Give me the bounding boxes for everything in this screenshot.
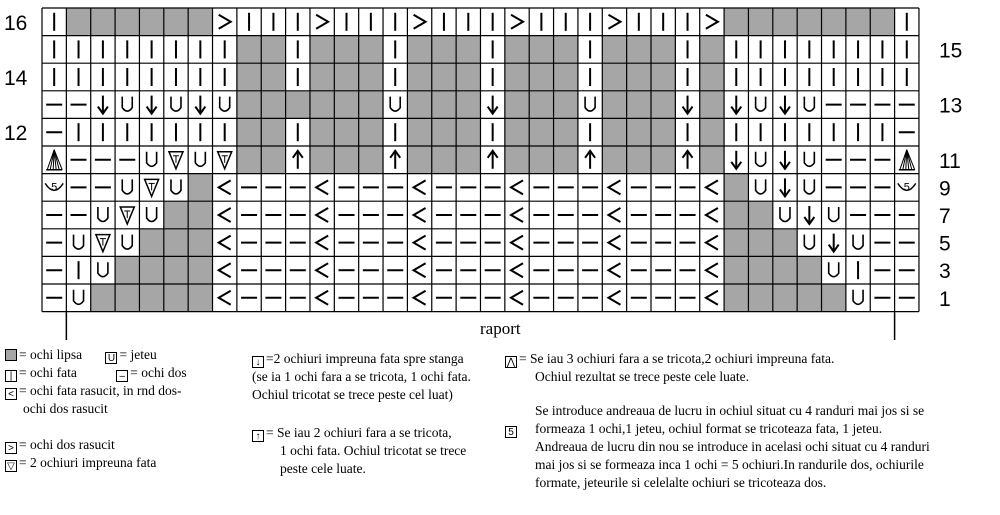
chart-cell — [505, 146, 529, 174]
chart-cell — [797, 8, 821, 36]
legend-stanga-2: (se ia 1 ochi fara a se tricota, 1 ochi fata. — [252, 369, 471, 384]
chart-cell — [724, 174, 748, 202]
legend-col-3 — [505, 350, 995, 492]
chart-cell — [780, 178, 790, 196]
chart-cell — [797, 284, 821, 312]
chart-cell — [724, 256, 748, 284]
row-label-right: 3 — [938, 260, 951, 284]
chart-cell — [334, 36, 358, 64]
chart-cell — [700, 91, 724, 119]
chart-cell — [700, 118, 724, 146]
chart-cell — [602, 36, 626, 64]
row-label-right: 1 — [938, 287, 951, 311]
chart-cell — [407, 146, 431, 174]
chart-cell — [115, 284, 139, 312]
legend-cinci-1: Se introduce andreaua de lucru in ochiul situat cu 4 randuri mai jos si se — [535, 403, 925, 418]
row-label-right: 13 — [938, 94, 963, 118]
legend-trei-1: = Se iau 3 ochiuri fara a se tricota,2 ochiuri impreuna fata. — [519, 351, 835, 366]
chart-cell — [219, 291, 231, 305]
chart-cell — [608, 291, 620, 305]
legend-stanga-1: =2 ochiuri impreuna fata spre stanga — [266, 351, 464, 366]
chart-cell — [219, 15, 231, 29]
chart-cell — [334, 146, 358, 174]
chart-cell — [627, 91, 651, 119]
chart-cell — [456, 63, 480, 91]
chart-cell — [261, 91, 285, 119]
chart-cell — [45, 181, 63, 193]
chart-cell — [511, 208, 523, 222]
chart-cell — [554, 146, 578, 174]
chart-cell — [529, 146, 553, 174]
chart-cell — [414, 208, 426, 222]
chart-cell — [608, 236, 620, 250]
sk2p-icon: ↑ — [252, 430, 264, 442]
chart-cell — [359, 146, 383, 174]
chart-cell — [96, 235, 110, 252]
chart-cell — [261, 146, 285, 174]
chart-cell — [359, 91, 383, 119]
chart-cell — [316, 236, 328, 250]
chart-cell — [731, 96, 741, 114]
chart-cell — [414, 180, 426, 194]
chart-cell — [390, 151, 400, 169]
chart-cell — [456, 118, 480, 146]
chart-cell — [602, 63, 626, 91]
chart-cell — [188, 256, 212, 284]
chart-cell — [432, 118, 456, 146]
chart-cell — [554, 91, 578, 119]
chart-cell — [748, 284, 772, 312]
chart-cell — [359, 36, 383, 64]
chart-cell — [219, 208, 231, 222]
chart-cell — [731, 151, 741, 169]
legend-fata: = ochi fata — [19, 365, 77, 380]
chart-cell — [505, 63, 529, 91]
chart-cell — [602, 118, 626, 146]
chart-cell — [188, 201, 212, 229]
chart-cell — [724, 229, 748, 257]
chart-cell — [627, 63, 651, 91]
row-label-right: 9 — [938, 177, 951, 201]
five-from-one-icon: 5 — [505, 426, 517, 438]
chart-cell — [122, 235, 132, 250]
chart-cell — [627, 146, 651, 174]
chart-cell — [432, 36, 456, 64]
legend-lipsa: = ochi lipsa — [19, 347, 83, 362]
legend-col-1 — [5, 346, 245, 472]
chart-cell — [608, 180, 620, 194]
double-decrease-icon: ⋀ — [506, 357, 516, 368]
chart-cell — [46, 150, 62, 170]
chart-cell — [829, 262, 839, 277]
chart-cell — [98, 262, 108, 277]
chart-cell — [414, 291, 426, 305]
chart-cell — [554, 63, 578, 91]
chart-cell — [310, 91, 334, 119]
chart-cell — [316, 180, 328, 194]
chart-cell — [414, 15, 426, 29]
chart-cell — [829, 207, 839, 222]
chart-cell — [74, 235, 84, 250]
chart-cell — [432, 146, 456, 174]
chart-cell — [627, 36, 651, 64]
chart-cell — [171, 179, 181, 194]
chart-cell — [822, 8, 846, 36]
chart-cell — [66, 8, 90, 36]
chart-cell — [898, 181, 916, 193]
row-label-right: 7 — [938, 205, 951, 228]
chart-cell — [724, 284, 748, 312]
chart-cell — [91, 8, 115, 36]
chart-cell — [407, 118, 431, 146]
chart-cell — [139, 284, 163, 312]
chart-cell — [780, 207, 790, 222]
chart-cell — [164, 229, 188, 257]
chart-cell — [237, 36, 261, 64]
row-label-left: 14 — [4, 67, 28, 90]
chart-cell — [188, 284, 212, 312]
chart-cell — [316, 208, 328, 222]
chart-cell — [651, 146, 675, 174]
chart-cell — [706, 180, 718, 194]
row-label-right: 5 — [938, 232, 951, 256]
chart-cell — [706, 263, 718, 277]
chart-cell — [529, 118, 553, 146]
chart-cell — [188, 229, 212, 257]
row-label-left: 12 — [4, 122, 28, 146]
chart-cell — [651, 118, 675, 146]
legend-cinci-5: formate, jeteurile si celelalte ochiuri se tricoteaza dos. — [535, 475, 827, 490]
legend-sus-1: = Se iau 2 ochiuri fara a se tricota, — [266, 425, 452, 440]
knit-stitch-icon: | — [5, 370, 17, 382]
chart-cell — [407, 91, 431, 119]
chart-cell — [608, 208, 620, 222]
legend-trei-2: Ochiul rezultat se trece peste cele luate. — [535, 369, 750, 384]
chart-cell — [773, 256, 797, 284]
chart-cell — [122, 179, 132, 194]
legend-sus-3: peste cele luate. — [280, 461, 366, 476]
chart-cell — [804, 152, 814, 167]
chart-cell — [390, 97, 400, 112]
chart-cell — [700, 63, 724, 91]
chart-cell — [359, 63, 383, 91]
chart-cell — [456, 91, 480, 119]
chart-cell — [147, 207, 157, 222]
legend-fata-rasucit-2: ochi dos rasucit — [23, 401, 108, 416]
chart-cell — [261, 118, 285, 146]
chart-cell — [456, 146, 480, 174]
legend-dos-rasucit: = ochi dos rasucit — [19, 437, 115, 452]
chart-cell — [706, 291, 718, 305]
chart-cell — [511, 291, 523, 305]
chart-cell — [822, 284, 846, 312]
chart-cell — [98, 96, 108, 114]
row-label-left: 16 — [4, 11, 28, 35]
chart-cell — [219, 236, 231, 250]
chart-cell — [139, 229, 163, 257]
chart-cell — [169, 152, 183, 169]
chart-cell — [286, 91, 310, 119]
chart-cell — [488, 96, 498, 114]
chart-cell — [115, 8, 139, 36]
chart-cell — [651, 36, 675, 64]
chart-cell — [773, 8, 797, 36]
legend-fata-rasucit-1: = ochi fata rasucit, in rnd dos- — [19, 383, 182, 398]
chart-cell — [706, 15, 718, 29]
chart-cell — [511, 180, 523, 194]
chart-cell — [164, 201, 188, 229]
chart-cell — [529, 91, 553, 119]
chart-cell — [780, 151, 790, 169]
chart-cell — [505, 36, 529, 64]
chart-cell — [115, 256, 139, 284]
chart-cell — [122, 97, 132, 112]
chart-cell — [756, 97, 766, 112]
chart-cell — [846, 8, 870, 36]
legend-doua-fata: = 2 ochiuri impreuna fata — [19, 455, 157, 470]
chart-cell — [237, 91, 261, 119]
chart-cell — [748, 8, 772, 36]
chart-cell — [706, 208, 718, 222]
chart-cell — [899, 150, 915, 170]
legend-dos: = ochi dos — [130, 365, 187, 380]
chart-cell — [585, 151, 595, 169]
chart-cell — [748, 201, 772, 229]
chart-cell — [171, 97, 181, 112]
chart-cell — [505, 91, 529, 119]
twisted-purl-icon: > — [5, 442, 17, 454]
chart-cell — [529, 63, 553, 91]
chart-cell — [218, 152, 232, 169]
chart-cell — [195, 152, 205, 167]
chart-cell — [804, 206, 814, 224]
chart-cell — [91, 284, 115, 312]
legend-col-2 — [252, 350, 522, 478]
raport-label: raport — [480, 319, 521, 338]
chart-cell — [414, 236, 426, 250]
chart-cell — [773, 229, 797, 257]
chart-cell — [773, 284, 797, 312]
chart-cell — [585, 97, 595, 112]
chart-cell — [511, 263, 523, 277]
chart-cell — [164, 256, 188, 284]
chart-cell — [310, 118, 334, 146]
chart-cell — [700, 146, 724, 174]
chart-cell — [145, 179, 159, 196]
chart-cell — [432, 63, 456, 91]
chart-cell — [804, 235, 814, 250]
chart-cell — [147, 152, 157, 167]
chart-cell — [237, 63, 261, 91]
chart-cell — [602, 91, 626, 119]
legend-sus-2: 1 ochi fata. Ochiul tricotat se trece — [280, 443, 467, 458]
chart-cell — [310, 63, 334, 91]
chart-cell — [139, 8, 163, 36]
legend-cinci-3: Andreaua de lucru din nou se introduce in acelasi ochi situat cu 4 randuri — [535, 439, 930, 454]
chart-cell — [456, 36, 480, 64]
chart-cell — [804, 179, 814, 194]
chart-cell — [853, 235, 863, 250]
chart-cell — [748, 229, 772, 257]
ssk-icon: ↓ — [252, 356, 264, 368]
chart-cell — [756, 152, 766, 167]
chart-cell — [804, 97, 814, 112]
chart-cell — [432, 91, 456, 119]
chart-cell — [797, 256, 821, 284]
chart-cell — [139, 256, 163, 284]
chart-cell — [310, 36, 334, 64]
chart-cell — [608, 15, 620, 29]
chart-cell — [706, 236, 718, 250]
chart-cell — [219, 263, 231, 277]
chart-cell — [683, 96, 693, 114]
chart-cell — [147, 96, 157, 114]
chart-cell — [554, 118, 578, 146]
svg-text:5: 5 — [903, 181, 910, 194]
purl-stitch-icon: – — [116, 370, 128, 382]
chart-cell — [511, 236, 523, 250]
chart-cell — [220, 97, 230, 112]
chart-cell — [261, 36, 285, 64]
chart-cell — [651, 91, 675, 119]
chart-cell — [316, 263, 328, 277]
yarn-over-icon: U — [105, 352, 117, 364]
chart-cell — [414, 263, 426, 277]
chart-cell — [651, 63, 675, 91]
chart-cell — [780, 96, 790, 114]
chart-cell — [488, 151, 498, 169]
chart-cell — [293, 151, 303, 169]
chart-cell — [334, 91, 358, 119]
k2tog-icon: ▽ — [5, 460, 17, 472]
row-label-right: 15 — [938, 39, 963, 63]
chart-cell — [334, 63, 358, 91]
chart-cell — [627, 118, 651, 146]
chart-cell — [554, 36, 578, 64]
chart-cell — [237, 118, 261, 146]
chart-cell — [98, 207, 108, 222]
chart-cell — [407, 36, 431, 64]
chart-cell — [505, 118, 529, 146]
chart-cell — [164, 8, 188, 36]
chart-cell — [724, 201, 748, 229]
chart-cell — [188, 8, 212, 36]
chart-cell — [511, 15, 523, 29]
chart-cell — [756, 179, 766, 194]
chart-cell — [724, 8, 748, 36]
chart-cell — [829, 234, 839, 252]
chart-cell — [748, 256, 772, 284]
chart-cell — [261, 63, 285, 91]
legend-cinci-4: mai jos si se formeaza inca 1 ochi = 5 ochiuri.In randurile dos, ochiurile — [535, 457, 924, 472]
svg-text:5: 5 — [51, 181, 58, 194]
chart-cell — [529, 36, 553, 64]
chart-cell — [188, 174, 212, 202]
chart-cell — [334, 118, 358, 146]
chart-cell — [164, 284, 188, 312]
twisted-knit-icon: < — [5, 388, 17, 400]
chart-cell — [359, 118, 383, 146]
chart-cell — [74, 290, 84, 305]
chart-cell — [310, 146, 334, 174]
chart-cell — [237, 146, 261, 174]
legend-jeteu: = jeteu — [119, 347, 157, 362]
legend-stanga-3: Ochiul tricotat se trece peste cel luat) — [252, 387, 453, 402]
legend-cinci-2: formeaza 1 ochi,1 jeteu, ochiul format se tricoteaza fata, 1 jeteu. — [535, 421, 883, 436]
row-label-right: 11 — [938, 149, 961, 173]
chart-cell — [602, 146, 626, 174]
missing-stitch-icon — [5, 349, 17, 361]
chart-cell — [316, 291, 328, 305]
chart-cell — [608, 263, 620, 277]
chart-cell — [316, 15, 328, 29]
chart-cell — [700, 36, 724, 64]
chart-cell — [683, 151, 693, 169]
chart-cell — [853, 290, 863, 305]
chart-cell — [870, 8, 894, 36]
chart-cell — [219, 180, 231, 194]
chart-cell — [120, 207, 134, 224]
chart-cell — [195, 96, 205, 114]
chart-cell — [407, 63, 431, 91]
